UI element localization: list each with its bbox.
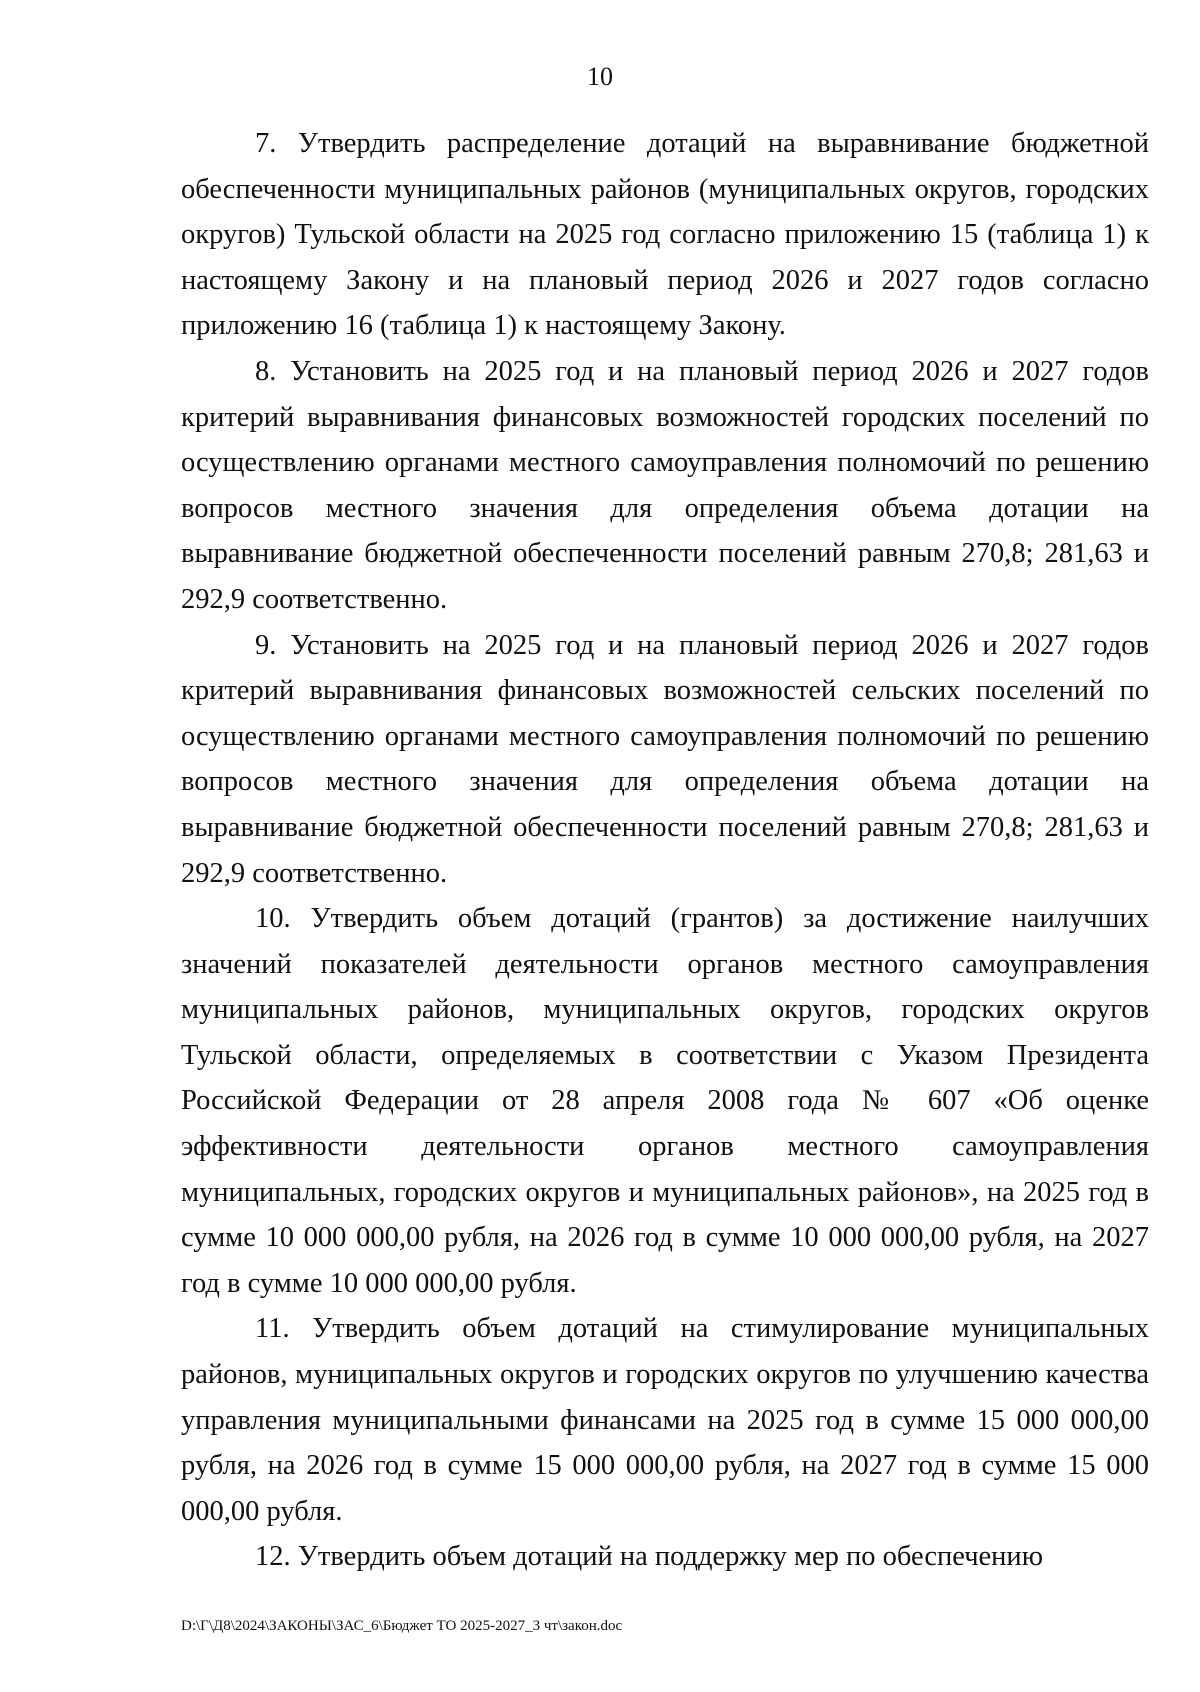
footer-file-path: D:\Г\Д8\2024\ЗАКОНЫ\ЗАС_6\Бюджет ТО 2025-2027_3 чт\закон.doc <box>181 1618 623 1634</box>
page-number: 10 <box>587 62 613 91</box>
paragraph-item-7: 7. Утвердить распределение дотаций на выравнивание бюджетной обеспеченности муниципальных районов (муниципальных округов, городских округов) Тульской области на 2025 год согласно приложению 15 (таблица 1) к настоящему Закону и на плановый период 2026 и 2027 годов согласно приложению 16 (таблица 1) к настоящему Закону. <box>181 128 1149 342</box>
paragraph-item-8: 8. Установить на 2025 год и на плановый период 2026 и 2027 годов критерий выравнивания финансовых возможностей городских поселений по осуществлению органами местного самоуправления полномочий по решению вопросов местного значения для определения объема дотации на выравнивание бюджетной обеспеченности поселений равным 270,8; 281,63 и 292,9 соответственно. <box>181 355 1149 615</box>
paragraph-item-12: 12. Утвердить объем дотаций на поддержку мер по обеспечению <box>255 1541 1043 1573</box>
law-text-body <box>181 121 1149 1580</box>
paragraph-item-10: 10. Утвердить объем дотаций (грантов) за достижение наилучших значений показателей деятельности органов местного самоуправления муниципальных районов, муниципальных округов, городских округов Тульской области, определяемых в соответствии с Указом Президента Российской Федерации от 28 апреля 2008 года № 607 «Об оценке эффективности деятельности органов местного самоуправления муниципальных, городских округов и муниципальных районов», на 2025 год в сумме 10 000 000,00 рубля, на 2026 год в сумме 10 000 000,00 рубля, на 2027 год в сумме 10 000 000,00 рубля. <box>181 903 1149 1299</box>
paragraph-item-11: 11. Утвердить объем дотаций на стимулирование муниципальных районов, муниципальных округов и городских округов по улучшению качества управления муниципальными финансами на 2025 год в сумме 15 000 000,00 рубля, на 2026 год в сумме 15 000 000,00 рубля, на 2027 год в сумме 15 000 000,00 рубля. <box>181 1313 1149 1527</box>
paragraph-item-9: 9. Установить на 2025 год и на плановый период 2026 и 2027 годов критерий выравнивания финансовых возможностей сельских поселений по осуществлению органами местного самоуправления полномочий по решению вопросов местного значения для определения объема дотации на выравнивание бюджетной обеспеченности поселений равным 270,8; 281,63 и 292,9 соответственно. <box>181 629 1149 889</box>
